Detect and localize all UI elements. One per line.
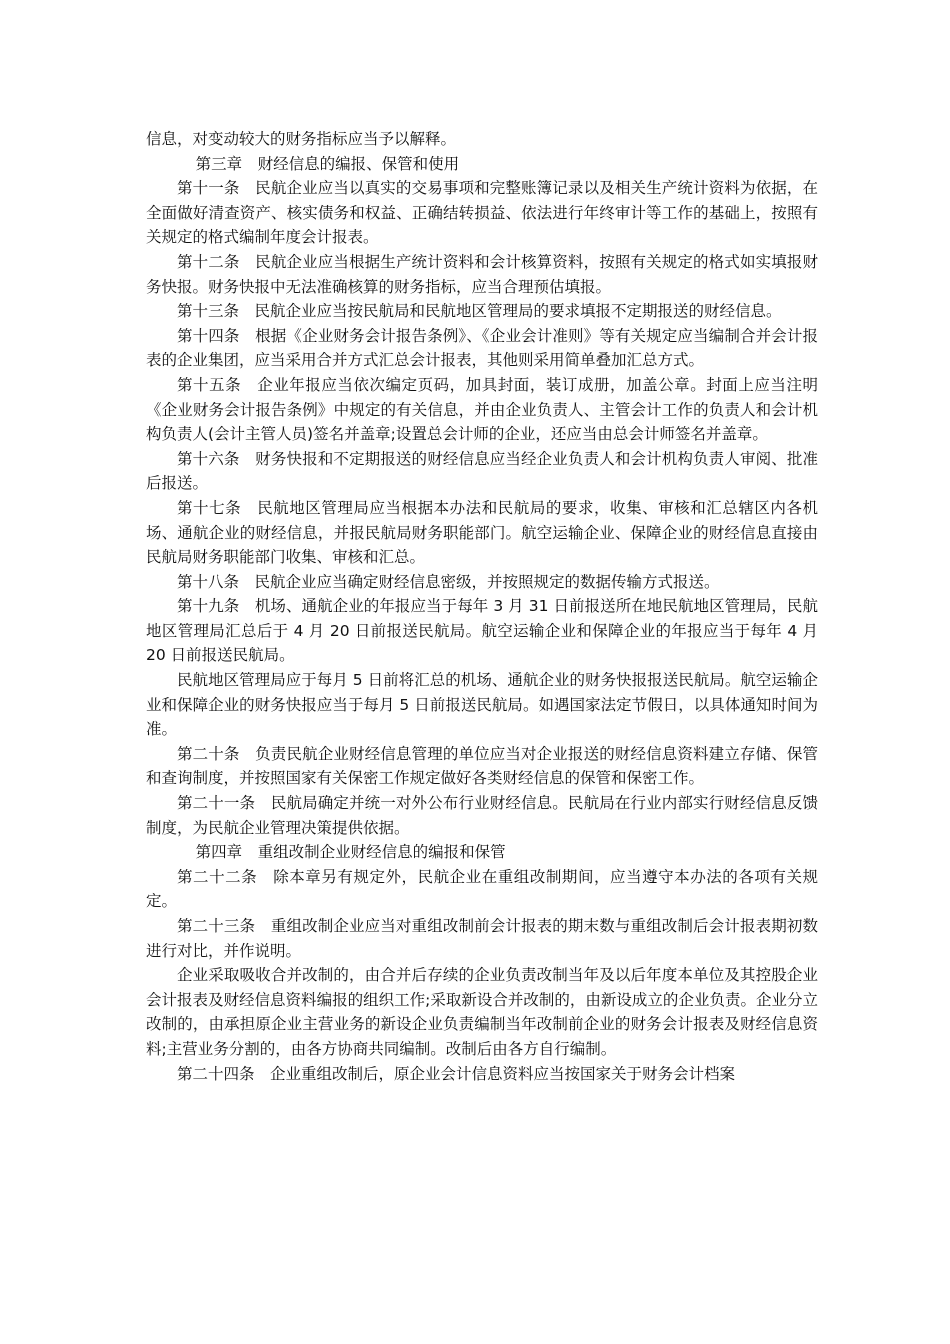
chapter-heading-3: 第三章 财经信息的编报、保管和使用 xyxy=(195,154,460,173)
article-16: 第十六条 财务快报和不定期报送的财经信息应当经企业负责人和会计机构负责人审阅、批准后报送。 xyxy=(146,449,818,493)
article-19-paragraph-2: 民航地区管理局应于每月 5 日前将汇总的机场、通航企业的财务快报报送民航局。航空运输企业和保障企业的财务快报应当于每月 5 日前报送民航局。如遇国家法定节假日，以具体通知时间为准。 xyxy=(146,671,818,739)
article-11: 第十一条 民航企业应当以真实的交易事项和完整账簿记录以及相关生产统计资料为依据，在全面做好清查资产、核实债务和权益、正确结转损益、依法进行年终审计等工作的基础上，按照有关规定的格式编制年度会计报表。 xyxy=(146,179,818,247)
paragraph-continuation: 信息，对变动较大的财务指标应当予以解释。 xyxy=(146,130,457,148)
document-page xyxy=(146,127,818,1086)
article-14: 第十四条 根据《企业财务会计报告条例》、《企业会计准则》等有关规定应当编制合并会计报表的企业集团，应当采用合并方式汇总会计报表，其他则采用简单叠加汇总方式。 xyxy=(146,326,818,370)
article-23: 第二十三条 重组改制企业应当对重组改制前会计报表的期末数与重组改制后会计报表期初数进行对比，并作说明。 xyxy=(146,917,818,960)
article-12: 第十二条 民航企业应当根据生产统计资料和会计核算资料，按照有关规定的格式如实填报财务快报。财务快报中无法准确核算的财务指标，应当合理预估填报。 xyxy=(146,252,818,296)
article-22: 第二十二条 除本章另有规定外，民航企业在重组改制期间，应当遵守本办法的各项有关规定。 xyxy=(146,867,818,911)
article-20: 第二十条 负责民航企业财经信息管理的单位应当对企业报送的财经信息资料建立存储、保管和查询制度，并按照国家有关保密工作规定做好各类财经信息的保管和保密工作。 xyxy=(146,744,818,788)
article-24: 第二十四条 企业重组改制后，原企业会计信息资料应当按国家关于财务会计档案 xyxy=(177,1064,736,1083)
article-18: 第十八条 民航企业应当确定财经信息密级，并按照规定的数据传输方式报送。 xyxy=(177,572,720,591)
article-17: 第十七条 民航地区管理局应当根据本办法和民航局的要求，收集、审核和汇总辖区内各机场、通航企业的财经信息，并报民航局财务职能部门。航空运输企业、保障企业的财经信息直接由民航局财务职能部门收集、审核和汇总。 xyxy=(146,498,818,567)
chapter-heading-4: 第四章 重组改制企业财经信息的编报和保管 xyxy=(195,843,506,862)
article-23-paragraph-2: 企业采取吸收合并改制的，由合并后存续的企业负责改制当年及以后年度本单位及其控股企业会计报表及财经信息资料编报的组织工作;采取新设合并改制的，由新设成立的企业负责。企业分立改制的，由承担原企业主营业务的新设企业负责编制当年改制前企业的财务会计报表及财经信息资料;主营业务分割的，由各方协商共同编制。改制后由各方自行编制。 xyxy=(146,966,818,1058)
article-15: 第十五条 企业年报应当依次编定页码，加具封面，装订成册，加盖公章。封面上应当注明《企业财务会计报告条例》中规定的有关信息，并由企业负责人、主管会计工作的负责人和会计机构负责人(会计主管人员)签名并盖章;设置总会计师的企业，还应当由总会计师签名并盖章。 xyxy=(146,375,818,444)
article-21: 第二十一条 民航局确定并统一对外公布行业财经信息。民航局在行业内部实行财经信息反馈制度，为民航企业管理决策提供依据。 xyxy=(146,794,818,837)
article-19: 第十九条 机场、通航企业的年报应当于每年 3 月 31 日前报送所在地民航地区管理局，民航地区管理局汇总后于 4 月 20 日前报送民航局。航空运输企业和保障企业的年报应当于每年 4 月 20 日前报送民航局。 xyxy=(146,597,818,665)
article-13: 第十三条 民航企业应当按民航局和民航地区管理局的要求填报不定期报送的财经信息。 xyxy=(177,302,782,321)
